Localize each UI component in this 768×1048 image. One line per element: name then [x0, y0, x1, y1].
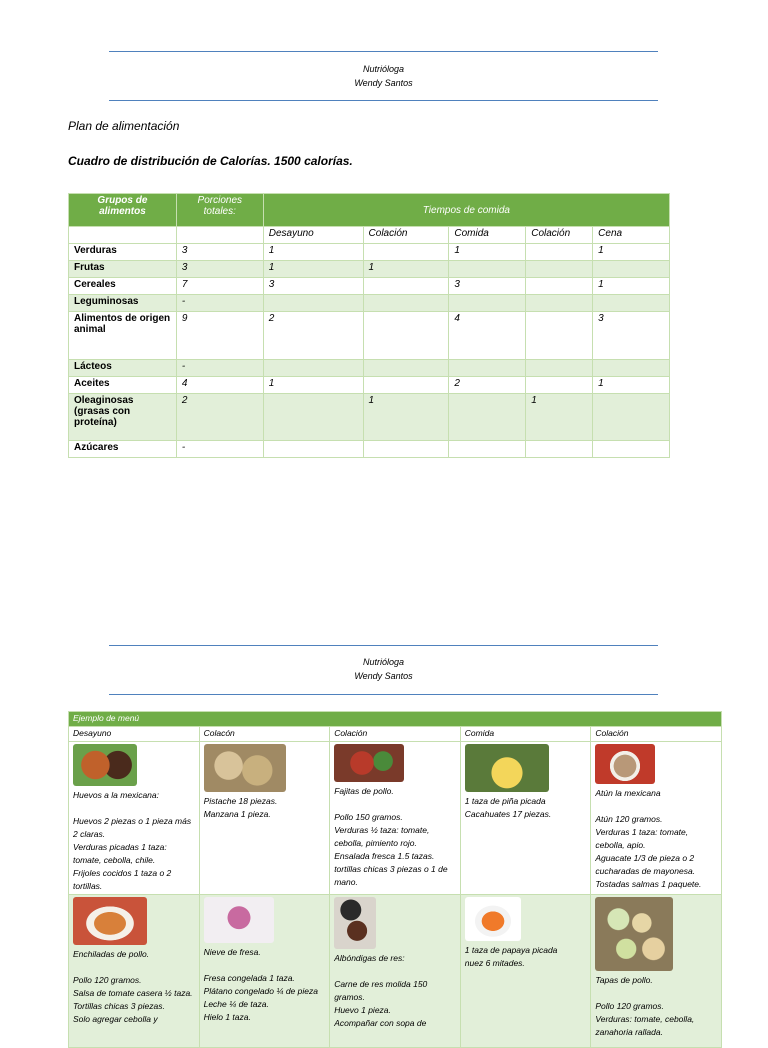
- menu-title: Ejemplo de menú: [69, 712, 722, 727]
- cell: 1: [526, 394, 593, 441]
- menu-col-header: Colacón: [199, 727, 330, 742]
- huevos-mexicana-photo: [73, 744, 137, 786]
- menu-text-line: Carne de res molida 150 gramos.: [334, 979, 428, 1002]
- cell: [526, 295, 593, 312]
- cell: [526, 261, 593, 278]
- meal-name: Colación: [363, 227, 449, 244]
- menu-text-line: Tapas de pollo.: [595, 975, 653, 985]
- header2-bottom-rule: [109, 694, 658, 695]
- cell: [449, 295, 526, 312]
- row-total: 9: [176, 312, 263, 360]
- menu-text-line: Aguacate 1/3 de pieza o 2 cucharadas de mayonesa.: [595, 853, 696, 876]
- menu-cell: [69, 742, 200, 895]
- cell: [526, 360, 593, 377]
- menu-cell: [460, 895, 591, 1048]
- menu-text-line: [334, 798, 456, 811]
- cell: [526, 244, 593, 261]
- papaya-photo: [465, 897, 521, 941]
- cell: [593, 394, 670, 441]
- menu-text-line: Frijoles cocidos 1 taza o 2 tortillas.: [73, 868, 172, 891]
- menu-example-table: [68, 711, 722, 1048]
- menu-text-line: Pollo 120 gramos.: [595, 1001, 664, 1011]
- cell: 2: [449, 377, 526, 394]
- meal-name: Comida: [449, 227, 526, 244]
- menu-text-line: Pistache 18 piezas.: [203, 796, 278, 806]
- menu-text-line: nuez 6 mitades.: [464, 958, 525, 968]
- table-title: Cuadro de distribución de Calorías. 1500 calorías.: [68, 154, 353, 168]
- cell: [363, 295, 449, 312]
- menu-text-line: Albóndigas de res:: [334, 953, 405, 963]
- menu-text-line: Atún 120 gramos.: [595, 814, 663, 824]
- menu-text-line: Acompañar con sopa de: [334, 1018, 427, 1028]
- menu-text-line: Huevo 1 pieza.: [334, 1005, 391, 1015]
- pina-photo: [465, 744, 549, 792]
- cell: 3: [449, 278, 526, 295]
- row-total: -: [176, 360, 263, 377]
- menu-text-line: Verduras: tomate, cebolla, zanahoria rallada.: [595, 1014, 695, 1037]
- col-header-meal-times: Tiempos de comida: [263, 194, 669, 227]
- nieve-photo: [204, 897, 274, 943]
- menu-text-line: Verduras 1 taza: tomate, cebolla, apio.: [595, 827, 689, 850]
- table-row: [69, 278, 670, 295]
- cell: 1: [363, 394, 449, 441]
- menu-col-header: Comida: [460, 727, 591, 742]
- table-row: [69, 261, 670, 278]
- albondigas-photo: [334, 897, 376, 949]
- cell: [263, 394, 363, 441]
- page-header: [109, 62, 658, 90]
- header-line2: Wendy Santos: [354, 78, 413, 88]
- menu-text-line: [595, 987, 717, 1000]
- cell: 3: [593, 312, 670, 360]
- menu-text-line: Plátano congelado ¼ de pieza: [203, 986, 318, 996]
- cell: 1: [593, 377, 670, 394]
- menu-row: [69, 742, 722, 895]
- cell: [363, 244, 449, 261]
- cell: [593, 261, 670, 278]
- menu-col-header: Colación: [591, 727, 722, 742]
- row-total: 3: [176, 261, 263, 278]
- menu-text-line: Tostadas salmas 1 paquete.: [595, 879, 702, 889]
- menu-text-line: Nieve de fresa.: [203, 947, 261, 957]
- cell: [363, 278, 449, 295]
- fajitas-photo: [334, 744, 404, 782]
- meal-name: Cena: [593, 227, 670, 244]
- cell: 1: [263, 244, 363, 261]
- row-label: Leguminosas: [69, 295, 177, 312]
- menu-text-line: Verduras picadas 1 taza: tomate, cebolla, chile.: [73, 842, 167, 865]
- table-row: [69, 377, 670, 394]
- header2-top-rule: [109, 645, 658, 646]
- menu-text-line: Huevos a la mexicana:: [73, 790, 159, 800]
- menu-text-line: Fresa congelada 1 taza.: [203, 973, 295, 983]
- cell: [363, 377, 449, 394]
- table-row: [69, 244, 670, 261]
- cell: [449, 261, 526, 278]
- row-total: 4: [176, 377, 263, 394]
- menu-text-line: Enchiladas de pollo.: [73, 949, 150, 959]
- cell: [526, 441, 593, 458]
- header-line1: Nutrióloga: [362, 657, 405, 667]
- meal-name: Desayuno: [263, 227, 363, 244]
- menu-text-line: Manzana 1 pieza.: [203, 809, 271, 819]
- menu-text-line: Tortillas chicas 3 piezas.: [73, 1001, 165, 1011]
- menu-text-line: Solo agregar cebolla y: [73, 1014, 158, 1024]
- cell: 1: [363, 261, 449, 278]
- menu-text-line: Pollo 150 gramos.: [334, 812, 403, 822]
- menu-text-line: Verduras ½ taza: tomate, cebolla, pimiento rojo.: [334, 825, 430, 848]
- menu-text-line: Cacahuates 17 piezas.: [464, 809, 552, 819]
- cell: 2: [263, 312, 363, 360]
- col-header-portions: Porciones totales:: [176, 194, 263, 227]
- cell: [263, 360, 363, 377]
- cell: [363, 312, 449, 360]
- menu-text-line: Fajitas de pollo.: [334, 786, 394, 796]
- row-total: 3: [176, 244, 263, 261]
- row-total: -: [176, 441, 263, 458]
- cell: [263, 295, 363, 312]
- table-row: [69, 312, 670, 360]
- cell: [449, 360, 526, 377]
- meal-names-row: [69, 227, 670, 244]
- cell: [593, 360, 670, 377]
- menu-row: [69, 895, 722, 1048]
- col-header-groups: Grupos de alimentos: [69, 194, 177, 227]
- enchiladas-photo: [73, 897, 147, 945]
- cell: [363, 360, 449, 377]
- cell: [363, 441, 449, 458]
- cell: 1: [449, 244, 526, 261]
- menu-text-line: Pollo 120 gramos.: [73, 975, 142, 985]
- menu-col-header: Desayuno: [69, 727, 200, 742]
- menu-text-line: Salsa de tomate casera ½ taza.: [73, 988, 193, 998]
- cell: [449, 394, 526, 441]
- menu-col-header: Colación: [330, 727, 461, 742]
- plan-title: Plan de alimentación: [68, 119, 180, 133]
- cell: 1: [263, 261, 363, 278]
- table-row: [69, 394, 670, 441]
- pistache-photo: [204, 744, 286, 792]
- menu-text-line: Huevos 2 piezas o 1 pieza más 2 claras.: [73, 816, 192, 839]
- calorie-distribution-table: [68, 193, 670, 458]
- cell: 1: [593, 244, 670, 261]
- cell: [449, 441, 526, 458]
- row-total: 2: [176, 394, 263, 441]
- menu-cell: [199, 895, 330, 1048]
- menu-cell: [69, 895, 200, 1048]
- menu-text-line: 1 taza de piña picada: [464, 796, 546, 806]
- menu-cell: [330, 742, 461, 895]
- row-label: Frutas: [69, 261, 177, 278]
- cell: 1: [263, 377, 363, 394]
- cell: [526, 312, 593, 360]
- menu-text-line: [204, 959, 326, 972]
- menu-text-line: [334, 965, 456, 978]
- row-label: Verduras: [69, 244, 177, 261]
- cell: [593, 441, 670, 458]
- row-label: Lácteos: [69, 360, 177, 377]
- menu-cell: [460, 742, 591, 895]
- row-label: Cereales: [69, 278, 177, 295]
- menu-cell: [591, 895, 722, 1048]
- row-label: Azúcares: [69, 441, 177, 458]
- header-top-rule: [109, 51, 658, 52]
- row-label: Aceites: [69, 377, 177, 394]
- row-total: -: [176, 295, 263, 312]
- menu-text-line: Leche ¼ de taza.: [203, 999, 269, 1009]
- atun-photo: [595, 744, 655, 784]
- table-row: [69, 295, 670, 312]
- cell: 3: [263, 278, 363, 295]
- cell: [593, 295, 670, 312]
- menu-text-line: Atún la mexicana: [595, 788, 661, 798]
- menu-cell: [591, 742, 722, 895]
- cell: 1: [593, 278, 670, 295]
- header-bottom-rule: [109, 100, 658, 101]
- cell: [263, 441, 363, 458]
- menu-text-line: [595, 800, 717, 813]
- header-line1: Nutrióloga: [362, 64, 405, 74]
- menu-text-line: 1 taza de papaya picada: [464, 945, 558, 955]
- table-row: [69, 441, 670, 458]
- cell: [526, 377, 593, 394]
- row-total: 7: [176, 278, 263, 295]
- header-line2: Wendy Santos: [354, 671, 413, 681]
- menu-text-line: tortillas chicas 3 piezas o 1 de mano.: [334, 864, 448, 887]
- meal-name: Colación: [526, 227, 593, 244]
- row-label: Oleaginosas (grasas con proteína): [69, 394, 177, 441]
- menu-text-line: [73, 802, 195, 815]
- tapas-photo: [595, 897, 673, 971]
- menu-text-line: [73, 961, 195, 974]
- row-label: Alimentos de origen animal: [69, 312, 177, 360]
- menu-cell: [199, 742, 330, 895]
- menu-text-line: Ensalada fresca 1.5 tazas.: [334, 851, 435, 861]
- menu-cell: [330, 895, 461, 1048]
- cell: 4: [449, 312, 526, 360]
- page-header-2: [109, 655, 658, 683]
- menu-text-line: Hielo 1 taza.: [203, 1012, 251, 1022]
- table-row: [69, 360, 670, 377]
- cell: [526, 278, 593, 295]
